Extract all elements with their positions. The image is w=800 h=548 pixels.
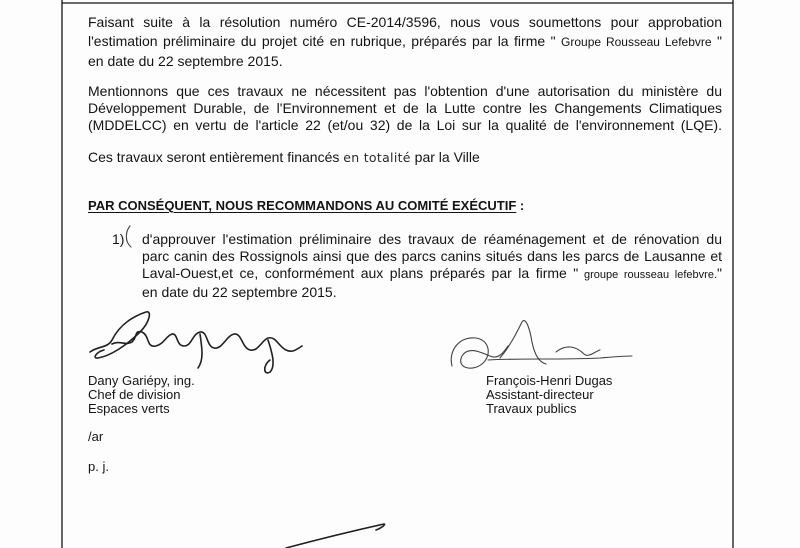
recommendation-heading-colon: : [516, 198, 525, 213]
signatory-department: Espaces verts [88, 401, 170, 416]
recommendation-heading-text: PAR CONSÉQUENT, NOUS RECOMMANDONS AU COMITÉ EXÉCUTIF [88, 198, 517, 213]
signatory-title: Chef de division [88, 387, 181, 402]
list-item [142, 231, 722, 301]
margin-mark [126, 226, 131, 247]
intro-paragraph [88, 13, 722, 71]
signatory-block-right [486, 374, 612, 416]
intro-line [88, 32, 722, 52]
authorization-paragraph [88, 83, 722, 134]
signatory-block-left [88, 374, 195, 416]
signature-bottom-partial [286, 524, 385, 548]
financing-text: par la Ville [410, 149, 480, 165]
financing-paragraph [88, 149, 722, 166]
signature-right-stroke [500, 321, 546, 364]
signature-right [451, 321, 632, 369]
signature-right-stroke [451, 338, 508, 368]
attachments-note: p. j. [88, 459, 109, 474]
financing-text: Ces travaux seront entièrement financés [88, 149, 344, 165]
list-item-text: Laval-Ouest,et ce, conformément aux plans préparés par la firme " [142, 265, 579, 281]
signatory-name: François-Henri Dugas [486, 373, 613, 388]
recommendation-heading [88, 197, 524, 215]
intro-line-text: " [711, 33, 723, 49]
list-item-line: en date du 22 septembre 2015. [142, 284, 337, 300]
authorization-line: (MDDELCC) en vertu de l'article 22 (et/ou 32) de la Loi sur la qualité de l'environnement (LQE). [88, 117, 722, 133]
intro-line: en date du 22 septembre 2015. [88, 53, 283, 69]
financing-emphasis: en totalité [343, 150, 411, 165]
firm-name: Groupe Rousseau Lefebvre [561, 35, 712, 49]
list-item-text: " [717, 265, 722, 281]
intro-line-text: l'estimation préliminaire du projet cité en rubrique, préparés par la firme " [88, 33, 562, 49]
signature-left-stroke [198, 334, 202, 368]
list-item-line [142, 265, 722, 284]
signatory-department: Travaux publics [486, 401, 577, 416]
firm-name: groupe rousseau lefebvre. [578, 269, 717, 281]
financing-line [88, 149, 722, 166]
list-item-line: parc canin des Rossignols ainsi que des parcs canins situés dans les parcs de Lausanne et [142, 248, 722, 264]
signatory-name: Dany Gariépy, ing. [88, 373, 195, 388]
signature-left-stroke [112, 332, 302, 352]
list-item-marker: 1) [112, 231, 125, 247]
authorization-line: Mentionnons que ces travaux ne nécessitent pas l'obtention d'une autorisation du ministère du [88, 83, 722, 99]
authorization-line: Développement Durable, de l'Environnement et de la Lutte contre les Changements Climatiques [88, 100, 722, 116]
signatory-title: Assistant-directeur [486, 387, 594, 402]
list-item-line: d'approuver l'estimation préliminaire des travaux de réaménagement et de rénovation du [142, 231, 722, 247]
signature-right-stroke [488, 356, 632, 360]
typist-initials: /ar [88, 429, 104, 444]
signature-left-stroke [265, 340, 273, 373]
signature-left [90, 312, 302, 373]
signature-left-stroke [90, 312, 149, 358]
intro-line: Faisant suite à la résolution numéro CE-2014/3596, nous vous soumettons pour approbation [88, 14, 722, 30]
signature-right-stroke [556, 347, 600, 355]
